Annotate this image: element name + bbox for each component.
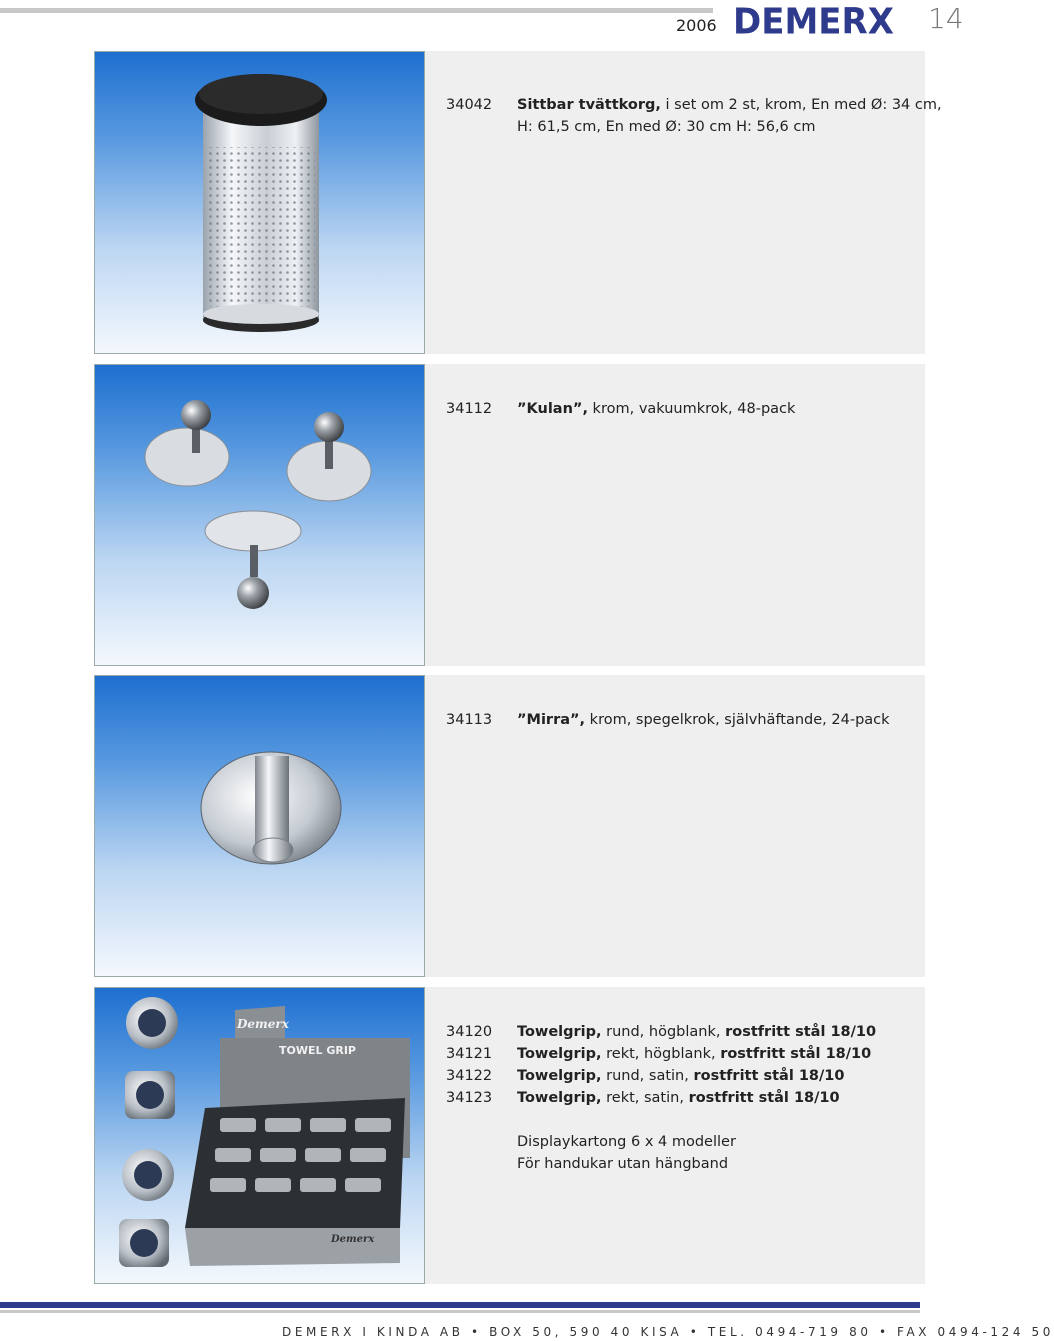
- product-text-laundry-basket: [446, 94, 942, 138]
- product-name: Towelgrip,: [517, 1024, 602, 1040]
- product-name: Sittbar tvättkorg,: [517, 97, 661, 113]
- box-brand: Demerx: [237, 1017, 289, 1031]
- product-code: 34042: [446, 97, 493, 113]
- product-row-laundry-basket: [94, 51, 942, 354]
- product-code: 34121: [446, 1046, 493, 1062]
- year-label: 2006: [676, 16, 717, 35]
- footer-rule-grey: [0, 1310, 920, 1313]
- product-text-kulan: [446, 398, 795, 420]
- product-desc: H: 61,5 cm, En med Ø: 30 cm H: 56,6 cm: [517, 119, 816, 135]
- product-row-kulan: [94, 364, 925, 666]
- box-brand-front: Demerx: [331, 1234, 375, 1245]
- product-row-mirra: [94, 675, 925, 977]
- product-material: rostfritt stål 18/10: [693, 1068, 845, 1084]
- product-code: 34123: [446, 1090, 493, 1106]
- product-text-towelgrip: [446, 1021, 876, 1175]
- product-code: 34122: [446, 1068, 493, 1084]
- product-code: 34120: [446, 1024, 493, 1040]
- product-desc: rund, högblank,: [601, 1024, 726, 1040]
- product-line: [446, 1021, 876, 1043]
- product-desc: krom, vakuumkrok, 48-pack: [587, 401, 796, 417]
- product-line: [446, 1087, 876, 1109]
- product-desc: rund, satin,: [601, 1068, 694, 1084]
- product-material: rostfritt stål 18/10: [720, 1046, 872, 1062]
- product-line: [446, 94, 942, 116]
- product-name: Towelgrip,: [517, 1046, 602, 1062]
- product-line: [446, 709, 890, 731]
- footer-address: DEMERX I KINDA AB • BOX 50, 590 40 KISA • TEL. 0494-719 80 • FAX 0494-124 50: [282, 1325, 1054, 1339]
- product-name: ”Mirra”,: [517, 712, 586, 728]
- product-photo-mirra: [94, 675, 425, 977]
- box-label: TOWEL GRIP: [279, 1044, 356, 1057]
- product-desc: krom, spegelkrok, självhäftande, 24-pack: [585, 712, 890, 728]
- brand-logo: DEMERX: [733, 1, 894, 43]
- product-material: rostfritt stål 18/10: [688, 1090, 840, 1106]
- product-desc: rekt, satin,: [601, 1090, 689, 1106]
- product-code: 34113: [446, 712, 493, 728]
- laundry-basket-image: [95, 52, 426, 355]
- product-line: [446, 1065, 876, 1087]
- product-material: rostfritt stål 18/10: [725, 1024, 877, 1040]
- product-desc: i set om 2 st, krom, En med Ø: 34 cm,: [660, 97, 942, 113]
- product-photo-laundry-basket: [94, 51, 425, 354]
- product-line: [446, 1043, 876, 1065]
- mirror-hook-image: [95, 676, 426, 978]
- product-row-towelgrip: [94, 987, 925, 1284]
- product-text-mirra: [446, 709, 890, 731]
- product-photo-towelgrip: [94, 987, 425, 1284]
- product-line: [446, 398, 795, 420]
- product-name: Towelgrip,: [517, 1090, 602, 1106]
- product-line: [446, 116, 942, 138]
- product-desc: rekt, högblank,: [601, 1046, 721, 1062]
- product-note: För handukar utan hängband: [517, 1156, 729, 1172]
- towel-grip-display-image: [95, 988, 426, 1285]
- suction-hooks-image: [95, 365, 426, 667]
- product-name: ”Kulan”,: [517, 401, 588, 417]
- header-rule: [0, 8, 713, 13]
- footer-rule-blue: [0, 1302, 920, 1308]
- product-name: Towelgrip,: [517, 1068, 602, 1084]
- product-note: Displaykartong 6 x 4 modeller: [517, 1134, 736, 1150]
- product-photo-kulan: [94, 364, 425, 666]
- page-number: 14: [928, 2, 964, 35]
- product-code: 34112: [446, 401, 493, 417]
